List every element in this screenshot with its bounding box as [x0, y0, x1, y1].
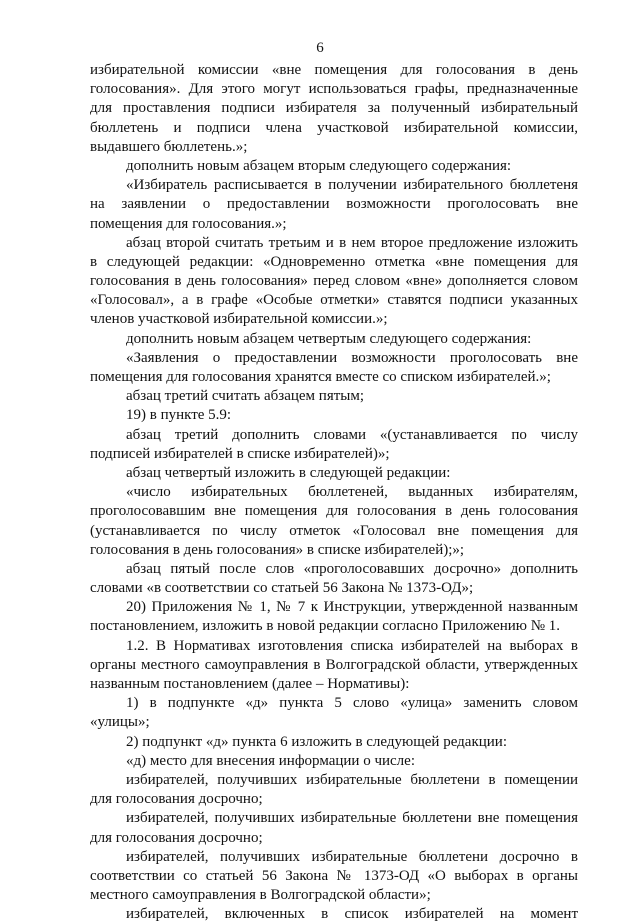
- text-line: названным постановлением (далее – Нормативы):: [90, 676, 410, 692]
- text-line: голосования в день голосования» в списке избирателей);»;: [90, 541, 465, 558]
- text-line: органы местного самоуправления в Волгоградской области, утвержденных: [90, 656, 578, 673]
- text-line: избирателей, включенных в список избирателей на момент: [126, 906, 578, 923]
- text-line: для голосования досрочно;: [90, 791, 263, 808]
- text-line: (устанавливается по числу отметок «Голосовал вне помещения для: [90, 522, 578, 539]
- text-line: словами «в соответствии со статьей 56 Закона № 1373-ОД»;: [90, 580, 474, 597]
- text-line: «число избирательных бюллетеней, выданных избирателям,: [126, 484, 578, 501]
- text-line: голосования в день голосования» перед словом «вне» дополняется словом: [90, 273, 578, 290]
- text-line: избирателей, получивших избирательные бюллетени вне помещения: [126, 810, 578, 827]
- text-line: бюллетень и подписи члена участковой избирательной комиссии,: [90, 119, 578, 136]
- text-line: 1.2. В Нормативах изготовления списка избирателей на выборах в: [126, 637, 578, 654]
- text-line: голосования». Для этого могут использоваться графы, предназначенные: [90, 81, 578, 98]
- text-line: в следующей редакции: «Одновременно отметка «вне помещения для: [90, 253, 578, 270]
- text-line: 20) Приложения № 1, № 7 к Инструкции, утвержденной названным: [126, 599, 578, 616]
- text-line: помещения для голосования.»;: [90, 215, 287, 232]
- text-line: подписей избирателей в списке избирателей)»;: [90, 445, 390, 462]
- text-line: избирателей, получивших избирательные бюллетени досрочно в: [126, 848, 578, 865]
- text-line: абзац третий дополнить словами «(устанавливается по числу: [126, 426, 578, 443]
- text-line: на заявлении о предоставлении возможности проголосовать вне: [90, 196, 578, 213]
- text-line: абзац второй считать третьим и в нем второе предложение изложить: [126, 234, 578, 251]
- text-line: дополнить новым абзацем четвертым следующего содержания:: [126, 330, 532, 347]
- text-line: 19) в пункте 5.9:: [126, 407, 232, 424]
- text-line: избирательной комиссии «вне помещения для голосования в день: [90, 62, 578, 78]
- text-line: членов участковой избирательной комиссии.»;: [90, 311, 388, 328]
- text-line: проголосовавшим вне помещения для голосования в день голосования: [90, 503, 578, 520]
- text-line: 2) подпункт «д» пункта 6 изложить в следующей редакции:: [126, 733, 507, 750]
- text-line: соответствии со статьей 56 Закона № 1373-ОД «О выборах в органы: [90, 867, 578, 884]
- text-line: дополнить новым абзацем вторым следующего содержания:: [126, 157, 512, 174]
- text-line: «Голосовал», а в графе «Особые отметки» ставятся подписи указанных: [90, 292, 578, 309]
- text-line: «Заявления о предоставлении возможности проголосовать вне: [126, 349, 578, 366]
- text-line: для проставления подписи избирателя за полученный избирательный: [90, 100, 578, 117]
- text-line: постановлением, изложить в новой редакции согласно Приложению № 1.: [90, 618, 561, 635]
- text-line: 1) в подпункте «д» пункта 5 слово «улица» заменить словом: [126, 695, 578, 712]
- text-line: избирателей, получивших избирательные бюллетени в помещении: [126, 771, 578, 788]
- text-line: «д) место для внесения информации о числе:: [126, 752, 415, 769]
- text-line: помещения для голосования хранятся вместе со списком избирателей.»;: [90, 369, 551, 385]
- text-line: абзац третий считать абзацем пятым;: [126, 388, 365, 405]
- text-line: местного самоуправления в Волгоградской области»;: [90, 887, 431, 904]
- text-line: «Избиратель расписывается в получении избирательного бюллетеня: [126, 177, 578, 194]
- text-line: выдавшего бюллетень.»;: [90, 138, 248, 155]
- page-number: 6: [316, 40, 324, 56]
- text-line: для голосования досрочно;: [90, 829, 263, 846]
- document-body: [90, 61, 578, 924]
- text-line: абзац пятый после слов «проголосовавших досрочно» дополнить: [126, 560, 578, 577]
- text-line: «улицы»;: [90, 714, 150, 731]
- text-line: абзац четвертый изложить в следующей редакции:: [126, 464, 451, 481]
